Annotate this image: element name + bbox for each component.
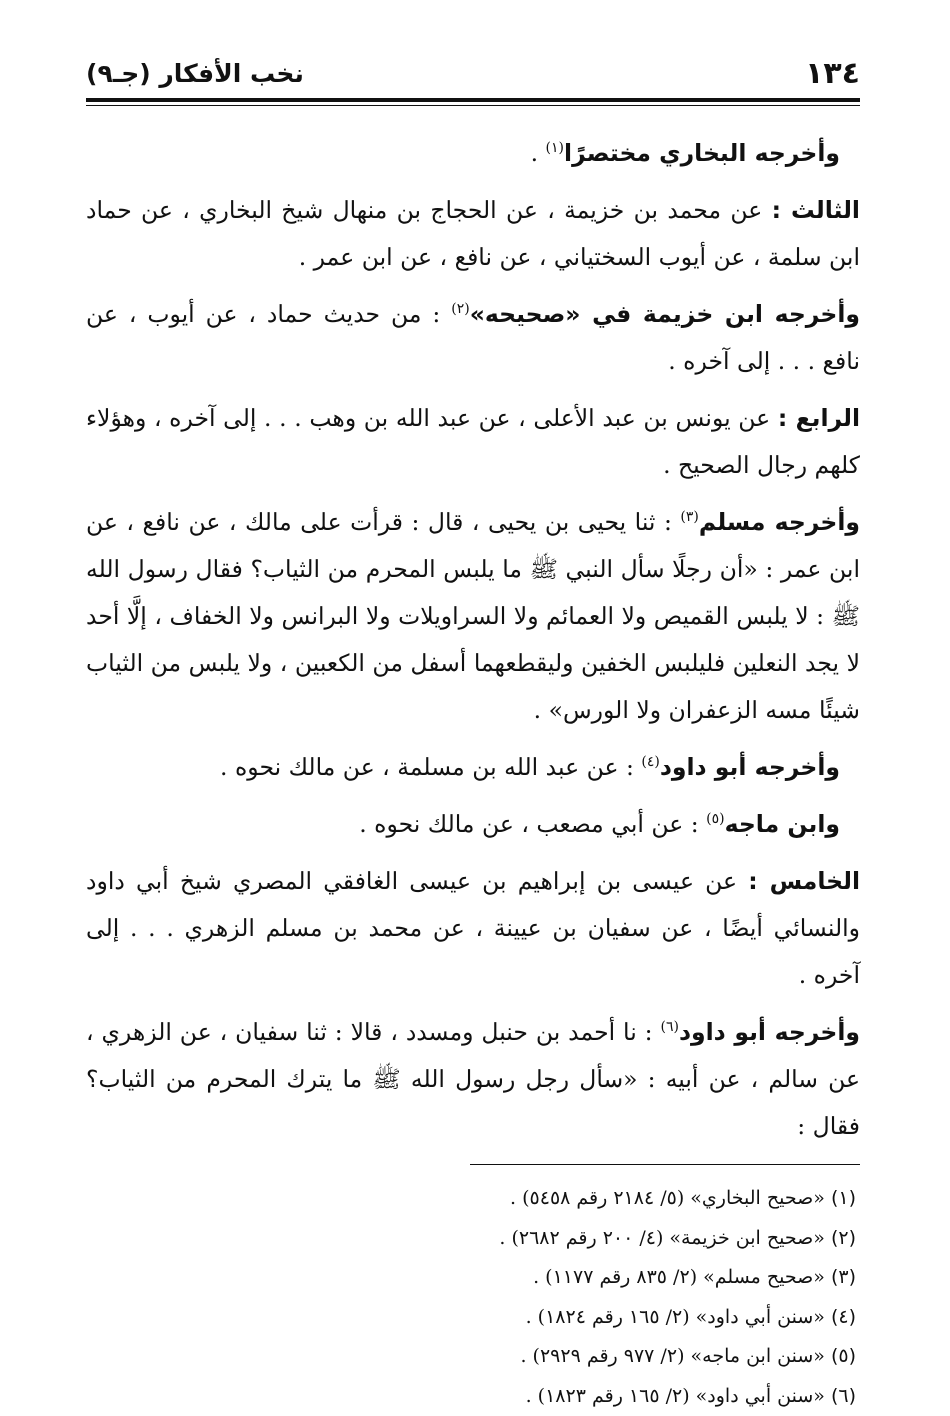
paragraph-lead: وأخرجه البخاري مختصرًا — [564, 139, 840, 167]
footnotes — [86, 1179, 860, 1416]
footnote-reference: (٢) — [451, 301, 469, 317]
footnote-1 — [86, 1179, 856, 1219]
paragraph-9 — [86, 1009, 860, 1150]
footnote-text: «صحيح ابن خزيمة» (٤/ ٢٠٠ رقم ٢٦٨٢) . — [499, 1227, 825, 1249]
footnote-reference: (٥) — [706, 811, 724, 827]
paragraph-8 — [86, 858, 860, 999]
footnote-2 — [86, 1219, 856, 1259]
paragraph-lead: وأخرجه ابن خزيمة في «صحيحه» — [470, 300, 860, 328]
footnote-text: «سنن أبي داود» (٢/ ١٦٥ رقم ١٨٢٣) . — [526, 1385, 825, 1407]
paragraph-lead: الخامس : — [748, 867, 860, 895]
book-title: نخب الأفكار (جـ٩) — [86, 54, 304, 94]
footnote-reference: (٤) — [641, 754, 659, 770]
paragraph-text: : عن أبي مصعب ، عن مالك نحوه . — [359, 810, 706, 838]
footnote-4 — [86, 1298, 856, 1338]
paragraph-2 — [86, 187, 860, 281]
paragraph-lead: الرابع : — [778, 404, 860, 432]
paragraph-7 — [86, 801, 860, 848]
paragraph-6 — [86, 744, 860, 791]
footnote-number: (٥) — [831, 1345, 856, 1367]
paragraph-3 — [86, 291, 860, 385]
page-header — [86, 52, 860, 94]
footnote-number: (٦) — [831, 1385, 856, 1407]
footnote-text: «سنن ابن ماجه» (٢/ ٩٧٧ رقم ٢٩٢٩) . — [520, 1345, 824, 1367]
footnote-text: «صحيح البخاري» (٥/ ٢١٨٤ رقم ٥٤٥٨) . — [510, 1187, 825, 1209]
paragraph-text: : عن عبد الله بن مسلمة ، عن مالك نحوه . — [220, 753, 641, 781]
footnote-number: (٢) — [831, 1227, 856, 1249]
paragraph-lead: الثالث : — [772, 196, 860, 224]
footnote-number: (٤) — [831, 1306, 856, 1328]
footnote-text: «صحيح مسلم» (٢/ ٨٣٥ رقم ١١٧٧) . — [533, 1266, 825, 1288]
paragraph-lead: وابن ماجه — [725, 810, 840, 838]
paragraph-text: عن محمد بن خزيمة ، عن الحجاج بن منهال شيخ البخاري ، عن حماد ابن سلمة ، عن أيوب السختياني ، عن نافع ، عن ابن عمر . — [86, 196, 860, 271]
footnote-3 — [86, 1258, 856, 1298]
footnote-6 — [86, 1377, 856, 1416]
paragraph-1 — [86, 130, 860, 177]
header-rule-thick — [86, 98, 860, 102]
footnote-number: (٣) — [831, 1266, 856, 1288]
paragraph-text: : من حديث حماد ، عن أيوب ، عن نافع . . . إلى آخره . — [86, 300, 860, 375]
paragraph-text: : نا أحمد بن حنبل ومسدد ، قالا : ثنا سفيان ، عن الزهري ، عن سالم ، عن أبيه : «سأل رجل رسول الله ﷺ ما يترك المحرم من الثياب؟ فقال : — [86, 1018, 860, 1140]
footnote-number: (١) — [831, 1187, 856, 1209]
paragraph-lead: وأخرجه أبو داود — [679, 1018, 860, 1046]
paragraph-5 — [86, 499, 860, 734]
footnote-reference: (٣) — [680, 509, 698, 525]
footnote-reference: (١) — [546, 140, 564, 156]
page-number: ١٣٤ — [805, 54, 860, 94]
footnote-reference: (٦) — [660, 1019, 678, 1035]
paragraph-text: . — [531, 139, 546, 167]
paragraph-text: : ثنا يحيى بن يحيى ، قال : قرأت على مالك ، عن نافع ، عن ابن عمر : «أن رجلًا سأل النبي ﷺ ما يلبس المحرم من الثياب؟ فقال رسول الله ﷺ : لا يلبس القميص ولا العمائم ولا السراويلات ولا البرانس ولا الخفاف ، إلَّا أحد لا يجد النعلين فليلبس الخفين وليقطعهما أسفل من الكعبين ، ولا يلبس من الثياب شيئًا مسه الزعفران ولا الورس» . — [86, 508, 860, 724]
main-text — [86, 130, 860, 1150]
paragraph-text: عن عيسى بن إبراهيم بن عيسى الغافقي المصري شيخ أبي داود والنسائي أيضًا ، عن سفيان بن عيينة ، عن محمد بن مسلم الزهري . . . إلى آخره . — [86, 867, 860, 989]
footnote-text: «سنن أبي داود» (٢/ ١٦٥ رقم ١٨٢٤) . — [526, 1306, 825, 1328]
paragraph-4 — [86, 395, 860, 489]
paragraph-lead: وأخرجه مسلم — [699, 508, 860, 536]
header-rule-thin — [86, 105, 860, 106]
footnote-5 — [86, 1337, 856, 1377]
footnote-separator — [470, 1164, 860, 1165]
paragraph-text: عن يونس بن عبد الأعلى ، عن عبد الله بن وهب . . . إلى آخره ، وهؤلاء كلهم رجال الصحيح . — [86, 404, 860, 479]
paragraph-lead: وأخرجه أبو داود — [660, 753, 840, 781]
